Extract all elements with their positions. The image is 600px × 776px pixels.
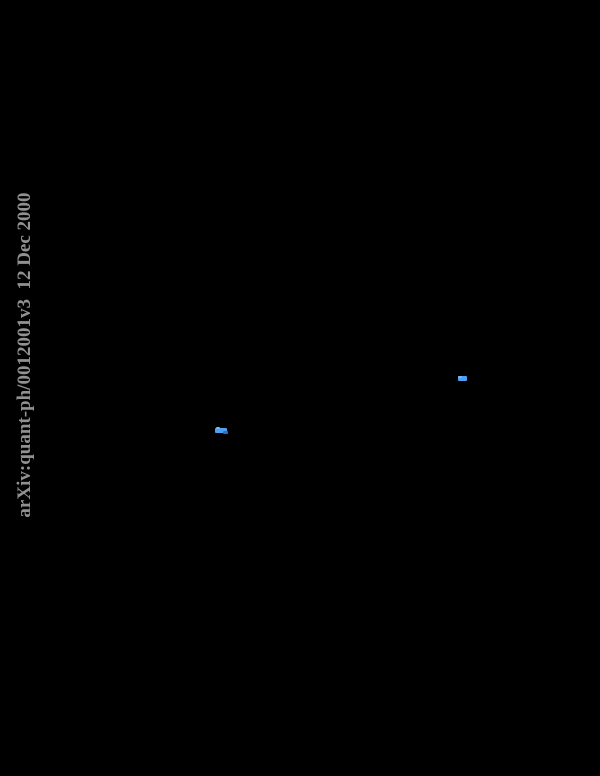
hyperlink-mark-1[interactable] <box>215 428 227 433</box>
hyperlink-mark-2[interactable] <box>458 376 467 381</box>
arxiv-stamp-text: arXiv:quant-ph/0012001v3 12 Dec 2000 <box>14 192 35 518</box>
